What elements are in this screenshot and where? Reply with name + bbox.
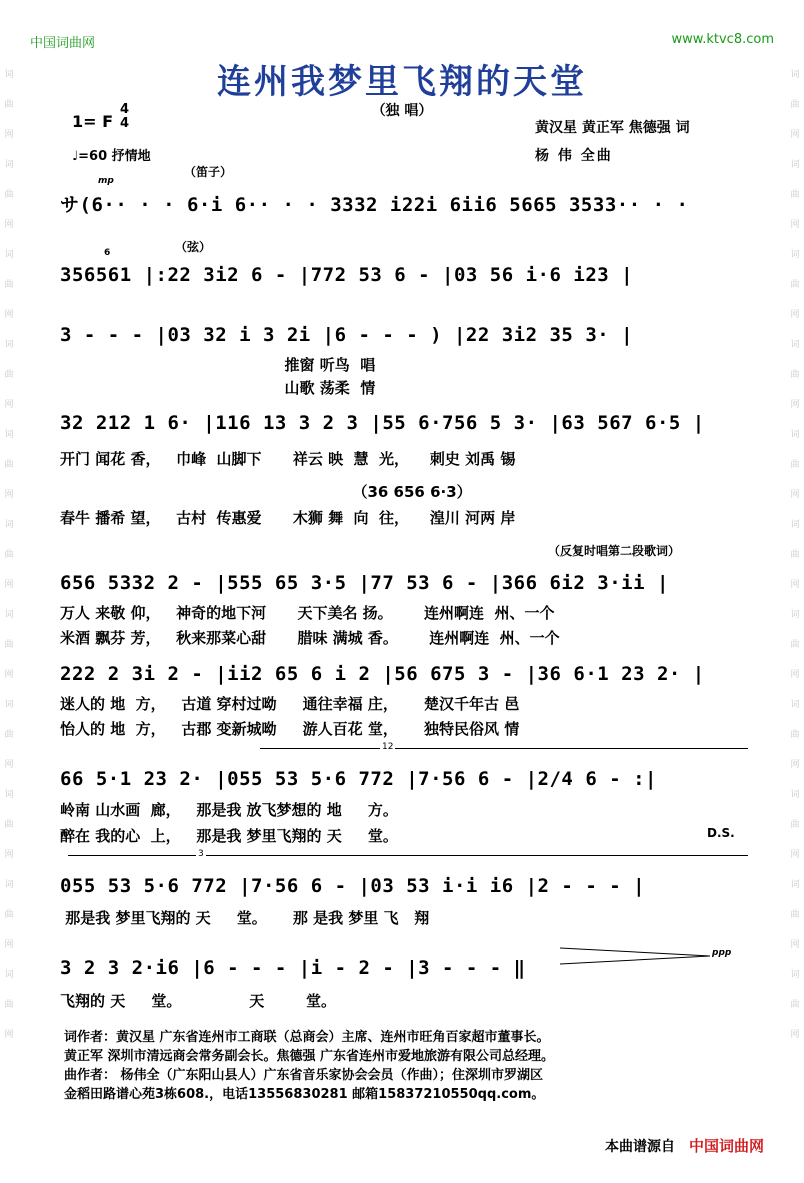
lyric-line-6a: 万人 来敬 仰， 神奇的地下河 天下美名 扬。 连州啊连 州、一个 [60,604,555,622]
tempo-marking: ♩=60 抒情地 [72,149,151,164]
song-title: 连州我梦里飞翔的天堂 [217,62,587,102]
score-line-10: 3 2 3 2·i6 |6 - - - |i - 2 - |3 - - - ‖ [60,957,526,979]
author-note-line-1: 词作者：黄汉星 广东省连州市工商联（总商会）主席、连州市旺角百家超市董事长。 [64,1030,550,1045]
site-url-right[interactable]: www.ktvc8.com [671,32,774,47]
score-line-1: サ(6·· · · 6·i 6·· · · 3332 i22i 6ii6 5665 3533·· · · [60,194,689,216]
score-line-6: 656 5332 2 - |555 65 3·5 |77 53 6 - |366 6i2 3·ii | [60,572,669,594]
lyricist-credit: 黄汉星 黄正军 焦德强 词 [535,120,690,136]
author-notes [64,1028,764,1104]
site-name-left[interactable]: 中国词曲网 [30,36,96,51]
side-watermark-left: 词曲网词曲网词曲网词曲网词曲网词曲网词曲网词曲网词曲网词曲网词曲网 [4,70,14,1040]
score-line-3: 3 - - - |03 32 i 3 2i |6 - - - ) |22 3i2 35 3· | [60,324,634,346]
lyric-line-3a: 推窗 听鸟 唱 [60,356,376,374]
score-line-9: 055 53 5·6 772 |7·56 6 - |03 53 i·i i6 |2 - - - | [60,875,646,897]
score-line-8: 66 5·1 23 2· |055 53 5·6 772 |7·56 6 - |2/4 6 - :| [60,768,657,790]
score-line-4: 32 212 1 6· |116 13 3 2 3 |55 6·756 5 3· |63 567 6·5 | [60,412,705,434]
lyric-line-8a: 岭南 山水画 廊， 那是我 放飞梦想的 地 方。 [60,801,398,819]
lyric-line-8b: 醉在 我的心 上， 那是我 梦里飞翔的 天 堂。 [60,827,398,845]
lyric-line-5: 春牛 播希 望， 古村 传惠爱 木狮 舞 向 往， 湟川 河两 岸 [60,509,516,527]
ds-mark: D.S. [707,826,735,840]
volta-number-12: 12 [382,742,394,752]
volta-number-3: 3 [198,849,204,859]
lyric-line-9: 那是我 梦里飞翔的 天 堂。 那 是我 梦里 飞 翔 [60,909,430,927]
lyric-line-3b: 山歌 荡柔 情 [60,379,376,397]
mp-mark: mp [98,176,114,186]
score-line-7: 222 2 3i 2 - |ii2 65 6 i 2 |56 675 3 - |36 6·1 23 2· | [60,663,705,685]
composer-credit: 杨 伟 全曲 [535,148,613,164]
tuplet-six-mark: 6 [104,248,111,258]
source-credit [605,1135,764,1156]
lyric-line-7b: 怡人的 地 方， 古郡 变新城呦 游人百花 堂， 独特民俗风 情 [60,720,520,738]
source-brand-link[interactable]: 中国词曲网 [688,1137,764,1155]
song-subtitle: （独 唱） [371,103,433,119]
author-note-line-3: 曲作者： 杨伟全（广东阳山县人）广东省音乐家协会会员（作曲）；住深圳市罗湖区 [64,1068,544,1083]
xian-mark: （弦） [175,240,212,254]
side-watermark-right: 词曲网词曲网词曲网词曲网词曲网词曲网词曲网词曲网词曲网词曲网词曲网 [790,70,800,1040]
volta-bracket-3 [68,855,748,856]
lyric-line-4a: 开门 闻花 香， 巾峰 山脚下 祥云 映 慧 光， 刺史 刘禹 锡 [60,450,516,468]
volta-bracket-12 [260,748,748,749]
lyric-line-4b: （36 656 6·3） [60,483,472,501]
repeat-lyrics-note: （反复时唱第二段歌词） [548,544,681,558]
lyric-line-7a: 迷人的 地 方， 古道 穿村过呦 通往幸福 庄， 楚汉千年古 邑 [60,695,520,713]
time-signature [120,103,129,131]
lyric-line-6b: 米酒 飘芬 芳， 秋来那菜心甜 腊味 满城 香。 连州啊连 州、一个 [60,629,560,647]
time-sig-top: 4 [120,102,130,117]
author-note-line-2: 黄正军 深圳市清远商会常务副会长。焦德强 广东省连州市爱地旅游有限公司总经理。 [64,1049,555,1064]
lyric-line-10: 飞翔的 天 堂。 天 堂。 [60,992,336,1010]
ppp-mark: ppp [712,948,732,958]
key-signature: 1= F [72,112,114,131]
dizi-mark: （笛子） [184,165,233,179]
source-label: 本曲谱源自 [604,1139,675,1155]
score-line-2: 356561 |:22 3i2 6 - |772 53 6 - |03 56 i·6 i23 | [60,264,634,286]
time-sig-bottom: 4 [120,116,130,131]
author-note-line-4: 金稻田路谱心苑3栋608.，电话13556830281 邮箱15837210550qq.com。 [64,1087,545,1102]
